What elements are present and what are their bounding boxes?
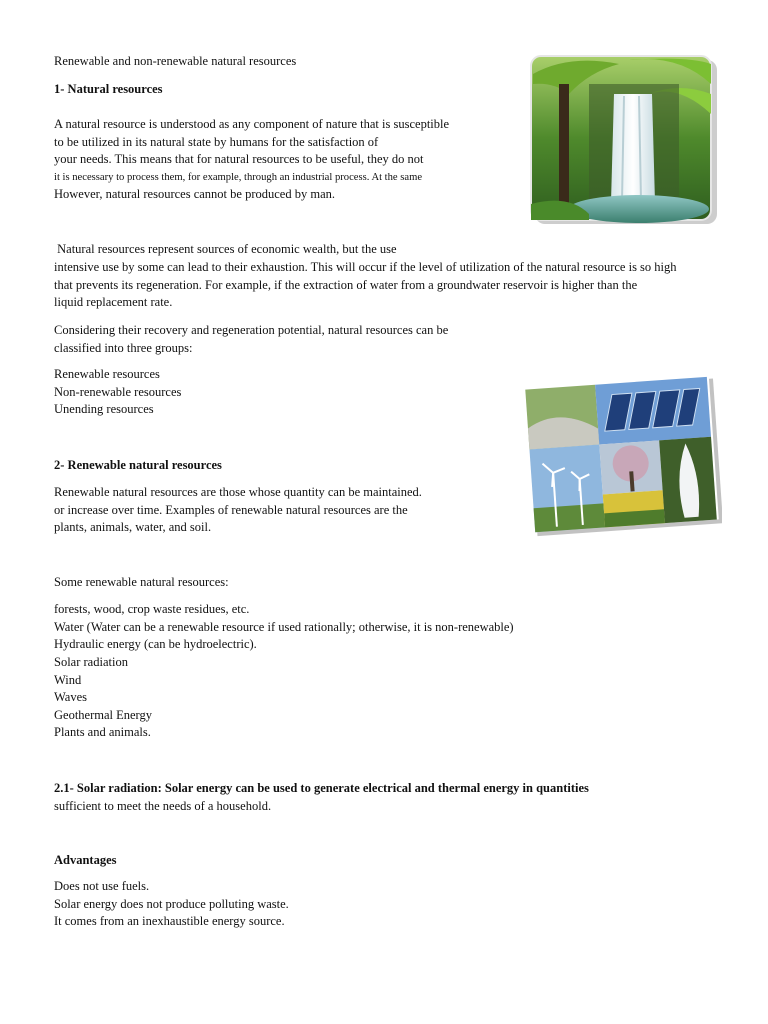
advantages-heading: Advantages [54, 853, 117, 867]
list-item: Hydraulic energy (can be hydroelectric). [54, 637, 257, 651]
paragraph-line: Considering their recovery and regeneration potential, natural resources can be [54, 323, 449, 337]
paragraph-line: it is necessary to process them, for example, through an industrial process. At the same [54, 172, 423, 183]
list-item: Wind [54, 672, 82, 687]
paragraph-line: classified into three groups: [54, 340, 193, 355]
paragraph-line: Natural resources represent sources of economic wealth, but the use [54, 242, 397, 256]
section-heading-solar: 2.1- Solar radiation: Solar energy can be used to generate electrical and thermal energy in quantities [54, 781, 589, 795]
paragraph-line: your needs. This means that for natural resources to be useful, they do not [54, 152, 424, 166]
paragraph-line: or increase over time. Examples of renewable natural resources are the [54, 502, 408, 517]
paragraph-line: intensive use by some can lead to their exhaustion. This will occur if the level of utilization of the natural resource is so high [54, 260, 677, 274]
renewable-energy-collage-image [522, 372, 722, 537]
waterfall-image [529, 54, 719, 226]
list-item: Waves [54, 690, 88, 704]
paragraph-line: However, natural resources cannot be produced by man. [54, 187, 335, 201]
document-title: Renewable and non-renewable natural resources [54, 54, 297, 68]
paragraph-line: that prevents its regeneration. For example, if the extraction of water from a groundwater reservoir is higher than the [54, 277, 638, 292]
list-item: Does not use fuels. [54, 879, 150, 893]
list-item: It comes from an inexhaustible energy source. [54, 914, 285, 928]
section-heading-natural-resources: 1- Natural resources [54, 82, 163, 96]
list-item: Water (Water can be a renewable resource if used rationally; otherwise, it is non-renewable) [54, 619, 514, 634]
list-intro: Some renewable natural resources: [54, 575, 229, 589]
list-item: Non-renewable resources [54, 384, 182, 399]
paragraph-line: A natural resource is understood as any component of nature that is susceptible [54, 117, 450, 131]
paragraph-line: sufficient to meet the needs of a household. [54, 798, 272, 813]
list-item: Solar radiation [54, 655, 128, 669]
paragraph-line: to be utilized in its natural state by humans for the satisfaction of [54, 134, 379, 149]
list-item: Geothermal Energy [54, 707, 152, 722]
paragraph-line: liquid replacement rate. [54, 295, 173, 309]
list-item: Unending resources [54, 402, 154, 416]
paragraph-line: Renewable natural resources are those whose quantity can be maintained. [54, 485, 422, 499]
paragraph-line: plants, animals, water, and soil. [54, 520, 212, 534]
list-item: Plants and animals. [54, 725, 151, 739]
section-heading-renewable: 2- Renewable natural resources [54, 458, 222, 472]
list-item: forests, wood, crop waste residues, etc. [54, 602, 250, 616]
list-item: Renewable resources [54, 367, 160, 381]
list-item: Solar energy does not produce polluting waste. [54, 896, 289, 911]
